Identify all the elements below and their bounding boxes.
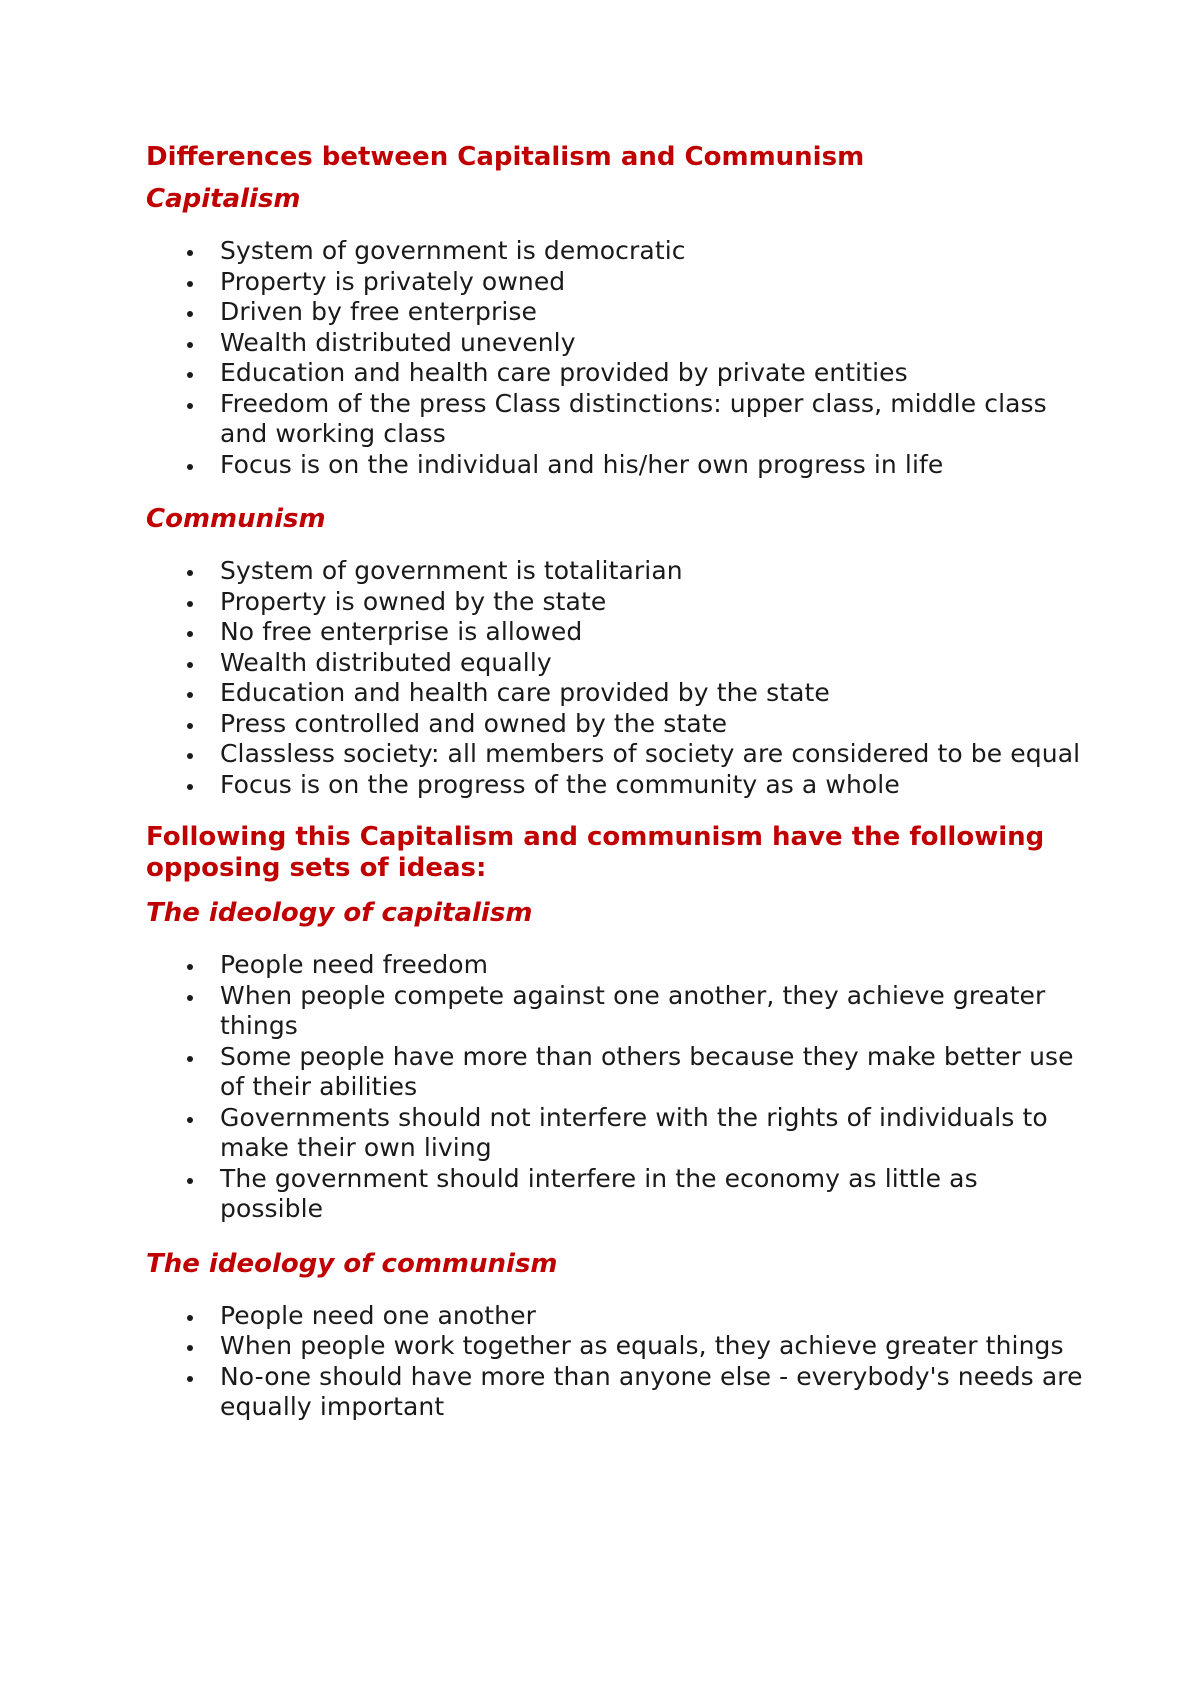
bullet-icon	[187, 1117, 193, 1123]
list-item: System of government is totalitarian	[220, 556, 1086, 587]
list-item: The government should interfere in the economy as little as possible	[220, 1164, 1086, 1225]
bullet-icon	[187, 311, 193, 317]
list-item: No free enterprise is allowed	[220, 617, 1086, 648]
list-item: Driven by free enterprise	[220, 297, 1086, 328]
document-page	[146, 140, 1086, 1445]
bullet-icon	[187, 1178, 193, 1184]
ideas-intro-heading: Following this Capitalism and communism have the following opposing sets of ideas:	[146, 822, 1045, 883]
list-item: When people compete against one another, they achieve greater things	[220, 981, 1086, 1042]
document-title: Differences between Capitalism and Communism	[146, 142, 865, 172]
list-item: Focus is on the individual and his/her own progress in life	[220, 450, 1086, 481]
bullet-icon	[187, 342, 193, 348]
bullet-icon	[187, 753, 193, 759]
ideology-communism-list	[146, 1301, 1086, 1423]
section-heading-communism: Communism	[146, 504, 326, 534]
list-item: Some people have more than others because they make better use of their abilities	[220, 1042, 1086, 1103]
list-item: System of government is democratic	[220, 236, 1086, 267]
bullet-icon	[187, 570, 193, 576]
list-item: No-one should have more than anyone else - everybody's needs are equally important	[220, 1362, 1086, 1423]
bullet-icon	[187, 1345, 193, 1351]
bullet-icon	[187, 403, 193, 409]
bullet-icon	[187, 692, 193, 698]
bullet-icon	[187, 464, 193, 470]
ideology-capitalism-list	[146, 950, 1086, 1225]
list-item: Wealth distributed unevenly	[220, 328, 1086, 359]
bullet-icon	[187, 723, 193, 729]
list-item: Focus is on the progress of the community as a whole	[220, 770, 1086, 801]
list-item: Education and health care provided by the state	[220, 678, 1086, 709]
bullet-icon	[187, 1376, 193, 1382]
bullet-icon	[187, 601, 193, 607]
bullet-icon	[187, 281, 193, 287]
list-item: Press controlled and owned by the state	[220, 709, 1086, 740]
bullet-icon	[187, 631, 193, 637]
bullet-icon	[187, 372, 193, 378]
capitalism-list	[146, 236, 1086, 480]
section-heading-ideology-communism: The ideology of communism	[146, 1248, 558, 1279]
section-heading-capitalism: Capitalism	[146, 184, 301, 214]
list-item: Classless society: all members of society are considered to be equal	[220, 739, 1086, 770]
list-item: When people work together as equals, they achieve greater things	[220, 1331, 1086, 1362]
bullet-icon	[187, 964, 193, 970]
list-item: People need one another	[220, 1301, 1086, 1332]
list-item: Education and health care provided by private entities	[220, 358, 1086, 389]
bullet-icon	[187, 662, 193, 668]
list-item: People need freedom	[220, 950, 1086, 981]
list-item: Governments should not interfere with the rights of individuals to make their own living	[220, 1103, 1086, 1164]
list-item: Freedom of the press Class distinctions: upper class, middle class and working class	[220, 389, 1086, 450]
bullet-icon	[187, 250, 193, 256]
bullet-icon	[187, 784, 193, 790]
bullet-icon	[187, 1315, 193, 1321]
communism-list	[146, 556, 1086, 800]
bullet-icon	[187, 995, 193, 1001]
list-item: Property is privately owned	[220, 267, 1086, 298]
list-item: Wealth distributed equally	[220, 648, 1086, 679]
list-item: Property is owned by the state	[220, 587, 1086, 618]
bullet-icon	[187, 1056, 193, 1062]
section-heading-ideology-capitalism: The ideology of capitalism	[146, 898, 533, 928]
